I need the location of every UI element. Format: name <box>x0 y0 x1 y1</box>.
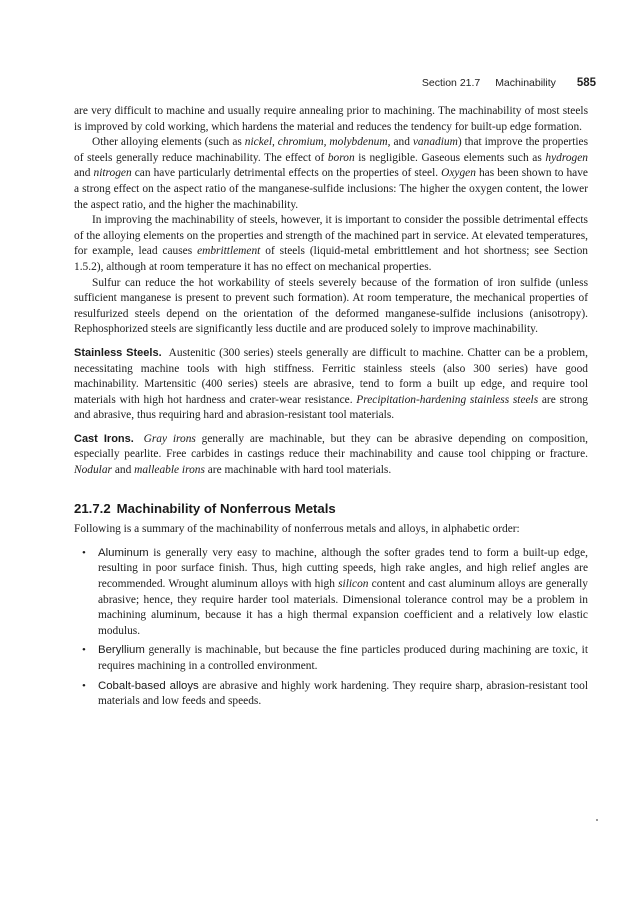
bullet-icon: • <box>82 679 86 692</box>
run-in-heading-stainless: Stainless Steels. <box>74 346 162 359</box>
run-in-heading-cast-irons: Cast Irons. <box>74 432 134 445</box>
term-cobalt: Cobalt-based alloys <box>98 679 199 692</box>
list-item-beryllium: • Beryllium generally is machinable, but because the fine particles produced during machining are toxic, it requires machining in a controlled environment. <box>82 644 588 672</box>
nonferrous-metals-list <box>74 546 588 710</box>
bullet-icon: • <box>82 546 86 559</box>
paragraph-improving-machinability: In improving the machinability of steels, however, it is important to consider the possible detrimental effects of the alloying elements on the properties and strength of the machined part in service. At elevated temperatures, for example, lead causes embrittlement of steels (liquid-metal embrittlement and hot shortness; see Section 1.5.2), although at room temperature it has no effect on mechanical properties. <box>74 214 588 273</box>
running-head-title: Machinability <box>495 77 556 89</box>
paragraph-alloying-elements: Other alloying elements (such as nickel, chromium, molybdenum, and vanadium) that improve the properties of steels generally reduce machinability. The effect of boron is negligible. Gaseous elements such as hydrogen and nitrogen can have particularly detrimental effects on the properties of steel. Oxygen has been shown to have a strong effect on the aspect ratio of the manganese-sulfide inclusions: The higher the oxygen content, the lower the aspect ratio, and the higher the machinability. <box>74 136 589 211</box>
subsection-heading <box>74 501 588 517</box>
page-number: 585 <box>576 77 596 89</box>
running-head <box>0 77 596 89</box>
running-head-section: Section 21.7 <box>421 77 481 89</box>
paragraph-sulfur: Sulfur can reduce the hot workability of steels severely because of the formation of iron sulfide (unless sufficient manganese is present to prevent such formation). At room temperature, the mechanical properties of resulfurized steels depend on the orientation of the deformed manganese-sulfide inclusions (anisotropy). Rephosphorized steels are significantly less ductile and are produced solely to improve machinability. <box>74 276 588 336</box>
scan-speck <box>596 819 598 821</box>
paragraph-cast-irons: Cast Irons. Gray irons generally are machinable, but they can be abrasive depending on composition, especially pearlite. Free carbides in castings reduce their machinability and cause tool chipping or fracture. Nodular and malleable irons are machinable with hard tool materials. <box>74 432 588 477</box>
subsection-intro: Following is a summary of the machinability of nonferrous metals and alloys, in alphabetic order: <box>74 523 520 536</box>
list-item-aluminum: • Aluminum is generally very easy to machine, although the softer grades tend to form a built-up edge, resulting in poor surface finish. Thus, high cutting speeds, high rake angles, and high relief angles are recommended. Wrought aluminum alloys with high silicon content and cast aluminum alloys are generally abrasive; hence, they require harder tool materials. Dimensional tolerance control may be a problem in machining aluminum, because it has a high thermal expansion coefficient and a relatively low elastic modulus. <box>82 546 588 637</box>
term-aluminum: Aluminum <box>98 546 149 559</box>
bullet-icon: • <box>82 644 86 657</box>
subsection-number: 21.7.2 <box>74 500 111 516</box>
subsection-title: Machinability of Nonferrous Metals <box>116 500 336 516</box>
term-beryllium: Beryllium <box>98 644 145 657</box>
list-item-cobalt: • Cobalt-based alloys are abrasive and highly work hardening. They require sharp, abrasion-resistant tool materials and low feeds and speeds. <box>82 679 588 708</box>
paragraph-stainless-steels: Stainless Steels. Austenitic (300 series) steels generally are difficult to machine. Chatter can be a problem, necessitating machine tools with high stiffness. Ferritic stainless steels (also 300 series) have good machinability. Martensitic (400 series) steels are abrasive, tend to form a built up edge, and require tool materials with high hot hardness and crater-wear resistance. Precipitation-hardening stainless steels are strong and abrasive, thus requiring hard and abrasion-resistant tool materials. <box>74 346 588 422</box>
paragraph-continuation: are very difficult to machine and usually require annealing prior to machining. The machinability of most steels is improved by cold working, which hardens the material and reduces the tendency for built-up edge formation. <box>74 105 588 133</box>
body-text <box>74 104 588 710</box>
